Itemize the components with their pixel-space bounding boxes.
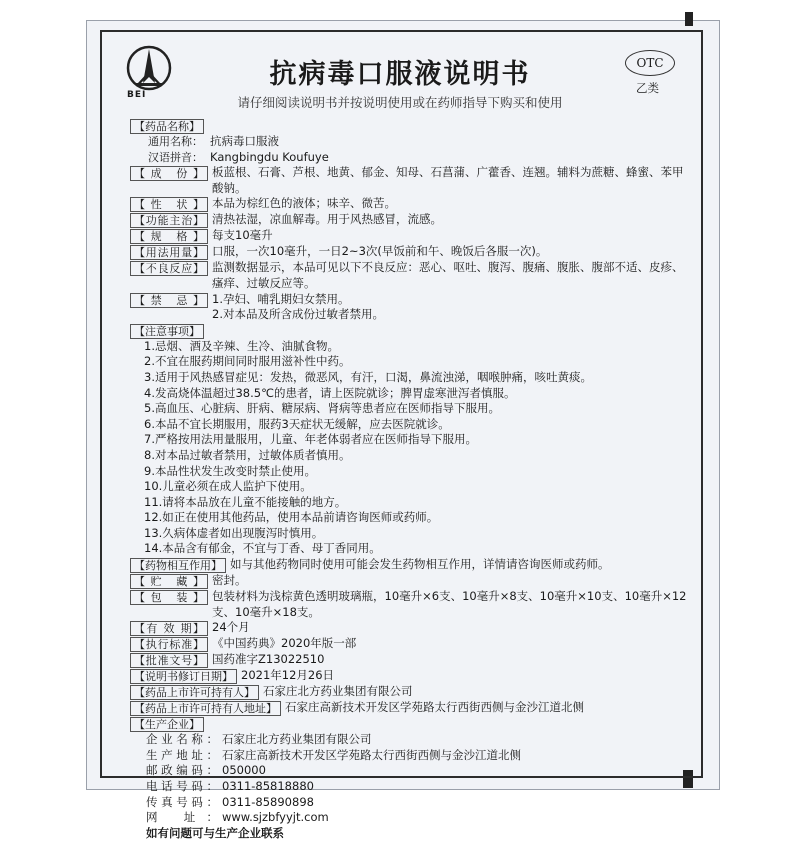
revision-row (130, 668, 690, 684)
holder-address-label: 【药品上市许可持有人地址】 (130, 701, 281, 716)
postcode-row (130, 763, 690, 779)
company-name-value: 石家庄北方药业集团有限公司 (222, 732, 372, 747)
fax-row (130, 795, 690, 811)
package-row (130, 589, 690, 620)
list-item: 2.不宜在服药期间同时服用滋补性中药。 (144, 354, 351, 369)
holder-address-row (130, 700, 690, 716)
generic-name-value: 抗病毒口服液 (210, 134, 279, 148)
otc-badge: OTC (625, 50, 675, 76)
pinyin-value: Kangbingdu Koufuye (210, 149, 329, 164)
list-item: 8.对本品过敏者禁用，过敏体质者慎用。 (144, 447, 351, 462)
standard-row (130, 636, 690, 652)
ingredients-label: 【成 份】 (130, 166, 208, 181)
list-item: 4.发高烧体温超过38.5℃的患者，请上医院就诊；脾胃虚寒泄泻者慎服。 (144, 385, 516, 400)
revision-value: 2021年12月26日 (241, 668, 335, 683)
fax-label: 传真号码： (146, 794, 218, 809)
company-logo-text: BEI (127, 90, 147, 100)
generic-name-label: 通用名称： (148, 135, 203, 148)
fax-value: 0311-85890898 (222, 794, 314, 809)
interaction-label: 【药物相互作用】 (130, 558, 226, 573)
precautions-label: 【注意事项】 (130, 324, 204, 339)
contraindication-label: 【禁 忌】 (130, 293, 208, 308)
adverse-row (130, 260, 690, 291)
phone-value: 0311-85818880 (222, 779, 314, 794)
package-value: 包装材料为浅棕黄色透明玻璃瓶，10毫升×6支、10毫升×8支、10毫升×10支、10毫升×12支、10毫升×18支。 (212, 589, 687, 619)
storage-value: 密封。 (212, 573, 247, 588)
list-item: 10.儿童必须在成人监护下使用。 (144, 479, 312, 494)
spec-label: 【规 格】 (130, 229, 208, 244)
package-label: 【包 装】 (130, 590, 208, 605)
website-row (130, 810, 690, 826)
ingredients-value: 板蓝根、石膏、芦根、地黄、郁金、知母、石菖蒲、广藿香、连翘。辅料为蔗糖、蜂蜜、苯甲酸钠。 (212, 165, 684, 195)
drug-name-section (130, 118, 690, 134)
contraindication-row (130, 292, 690, 323)
adverse-value: 监测数据显示，本品可见以下不良反应：恶心、呕吐、腹泻、腹痛、腹胀、腹部不适、皮疹、瘙痒、过敏反应等。 (212, 260, 684, 290)
function-value: 清热祛湿，凉血解毒。用于风热感冒，流感。 (212, 212, 442, 227)
list-item: 7.严格按用法用量服用，儿童、年老体弱者应在医师指导下服用。 (144, 432, 477, 447)
otc-class: 乙类 (636, 81, 659, 95)
standard-label: 【执行标准】 (130, 637, 208, 652)
list-item: 12.如正在使用其他药品，使用本品前请咨询医师或药师。 (144, 510, 439, 525)
list-item: 6.本品不宜长期服用，服药3天症状无缓解，应去医院就诊。 (144, 416, 450, 431)
interaction-row (130, 557, 690, 573)
contraindication-list (212, 292, 690, 323)
holder-value: 石家庄北方药业集团有限公司 (263, 684, 413, 699)
approval-label: 【批准文号】 (130, 653, 208, 668)
phone-label: 电话号码： (146, 779, 218, 794)
list-item: 13.久病体虚者如出现腹泻时慎用。 (144, 525, 324, 540)
storage-row (130, 573, 690, 589)
usage-label: 【用法用量】 (130, 245, 208, 260)
validity-row (130, 620, 690, 636)
usage-value: 口服，一次10毫升，一日2~3次(早饭前和午、晚饭后各服一次)。 (212, 244, 548, 259)
character-label: 【性 状】 (130, 197, 208, 212)
adverse-label: 【不良反应】 (130, 261, 208, 276)
validity-value: 24个月 (212, 620, 250, 635)
precautions-header-row (130, 323, 690, 339)
list-item: 14.本品含有郁金，不宜与丁香、母丁香同用。 (144, 541, 381, 556)
spec-value: 每支10毫升 (212, 228, 273, 243)
document-subtitle: 请仔细阅读说明书并按说明使用或在药师指导下购买和使用 (237, 95, 563, 110)
manufacturer-label: 【生产企业】 (130, 717, 204, 732)
address-row (130, 748, 690, 764)
list-item: 3.适用于风热感冒症见：发热，微恶风，有汗，口渴，鼻流浊涕，咽喉肿痛，咳吐黄痰。 (144, 369, 592, 384)
list-item: 2.对本品及所含成份过敏者禁用。 (212, 307, 384, 322)
holder-address-value: 石家庄高新技术开发区学苑路太行西街西侧与金沙江道北侧 (285, 700, 584, 715)
list-item: 5.高血压、心脏病、肝病、糖尿病、肾病等患者应在医师指导下服用。 (144, 401, 500, 416)
address-label: 生产地址： (146, 747, 218, 762)
generic-name-row (130, 134, 690, 150)
list-item: 11.请将本品放在儿童不能接触的地方。 (144, 494, 347, 509)
ingredients-row (130, 165, 690, 196)
character-row (130, 196, 690, 212)
pinyin-row (130, 150, 690, 166)
revision-label: 【说明书修订日期】 (130, 669, 237, 684)
phone-row (130, 779, 690, 795)
pinyin-label: 汉语拼音： (148, 150, 203, 164)
registration-mark-top (685, 12, 693, 26)
footer-note: 如有问题可与生产企业联系 (146, 825, 284, 840)
section-label: 【药品名称】 (130, 119, 204, 134)
postcode-value: 050000 (222, 763, 266, 778)
spec-row (130, 228, 690, 244)
insert-content (130, 118, 690, 841)
validity-label: 【有 效 期】 (130, 621, 208, 636)
list-item: 1.忌烟、酒及辛辣、生冷、油腻食物。 (144, 338, 339, 353)
postcode-label: 邮政编码： (146, 763, 218, 778)
character-value: 本品为棕红色的液体；味辛、微苦。 (212, 196, 396, 211)
list-item: 9.本品性状发生改变时禁止使用。 (144, 463, 316, 478)
website-label: 网 址： (146, 810, 218, 825)
company-name-row (130, 732, 690, 748)
usage-row (130, 244, 690, 260)
website-value: www.sjzbfyyjt.com (222, 810, 329, 825)
holder-label: 【药品上市许可持有人】 (130, 685, 259, 700)
storage-label: 【贮 藏】 (130, 574, 208, 589)
holder-row (130, 684, 690, 700)
address-value: 石家庄高新技术开发区学苑路太行西街西侧与金沙江道北侧 (222, 747, 521, 762)
approval-value: 国药准字Z13022510 (212, 652, 325, 667)
function-row (130, 212, 690, 228)
company-name-label: 企业名称： (146, 732, 218, 747)
document-title: 抗病毒口服液说明书 (269, 59, 531, 90)
approval-row (130, 652, 690, 668)
interaction-value: 如与其他药物同时使用可能会发生药物相互作用，详情请咨询医师或药师。 (230, 557, 610, 572)
list-item: 1.孕妇、哺乳期妇女禁用。 (212, 291, 350, 306)
manufacturer-row (130, 716, 690, 732)
function-label: 【功能主治】 (130, 213, 208, 228)
standard-value: 《中国药典》2020年版一部 (212, 636, 357, 651)
precautions-list (130, 339, 690, 557)
